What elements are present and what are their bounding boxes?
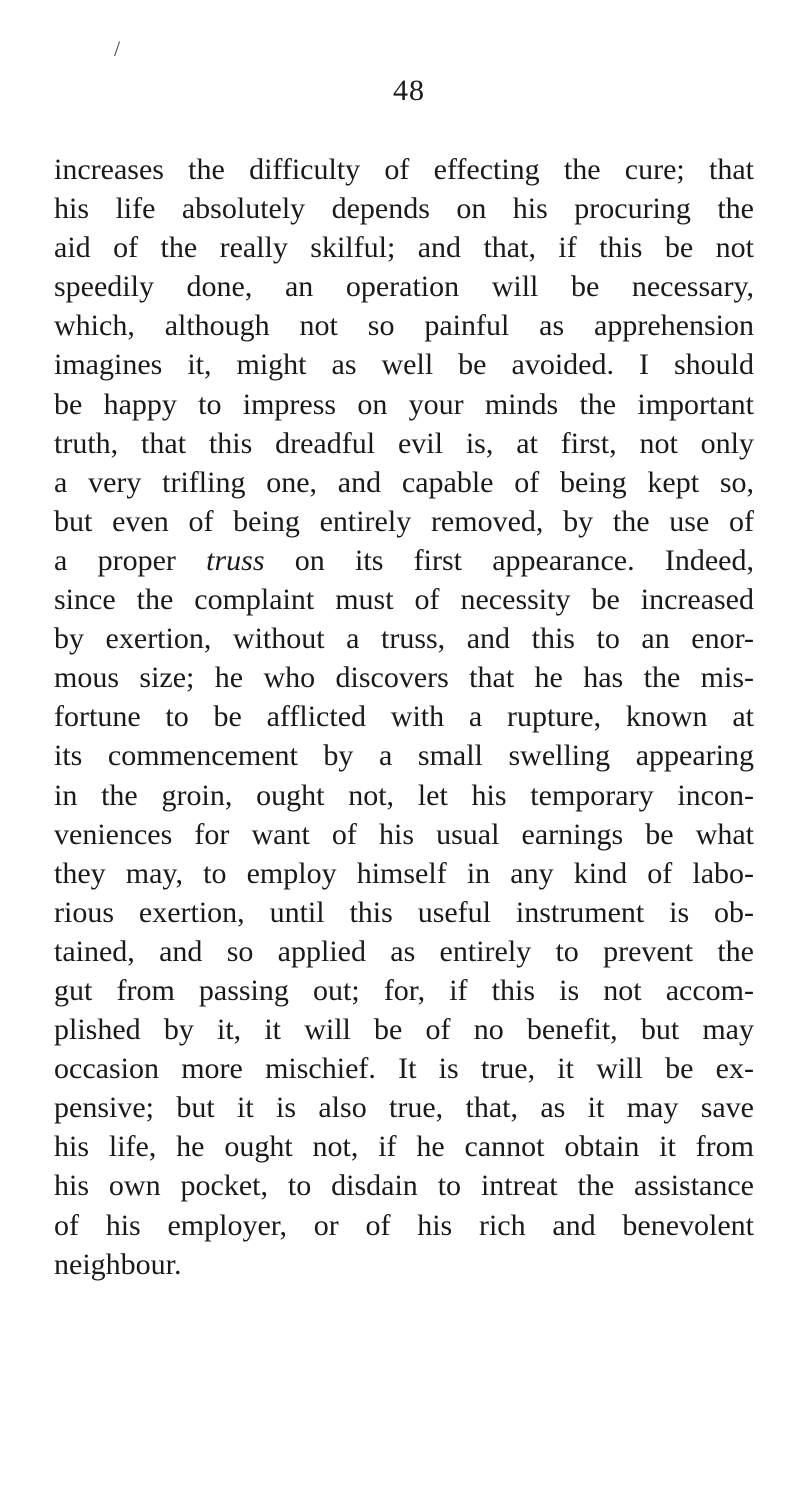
text-line: his life, he ought not, if he cannot obtain it from [54, 1130, 754, 1164]
text-line: by exertion, without a truss, and this to an enor- [54, 622, 754, 656]
text-line: in the groin, ought not, let his temporary incon- [54, 778, 754, 812]
text-line: occasion more mischief. It is true, it will be ex- [54, 1052, 754, 1086]
text-line: plished by it, it will be of no benefit, but may [54, 1013, 754, 1047]
text-line: imagines it, might as well be avoided. I should [54, 348, 754, 382]
stray-mark: / [114, 36, 121, 61]
text-line: gut from passing out; for, if this is not accom- [54, 973, 754, 1007]
text-line: since the complaint must of necessity be increased [54, 583, 754, 617]
body-text [54, 150, 754, 1284]
text-line: truth, that this dreadful evil is, at first, not only [54, 426, 754, 460]
text-line: his life absolutely depends on his procuring the [54, 192, 754, 226]
text-line: which, although not so painful as apprehension [54, 309, 754, 343]
text-line: his own pocket, to disdain to intreat the assistance [54, 1169, 754, 1203]
text-fragment: on its first appearance. Indeed, [264, 543, 754, 577]
text-fragment: a proper [54, 543, 207, 577]
text-line: fortune to be afflicted with a rupture, known at [54, 700, 754, 734]
text-line: rious exertion, until this useful instrument is ob- [54, 895, 754, 929]
text-line: its commencement by a small swelling appearing [54, 739, 754, 773]
text-line: speedily done, an operation will be necessary, [54, 270, 754, 304]
italic-word: truss [206, 543, 265, 577]
text-line: increases the difficulty of effecting the cure; that [54, 153, 754, 186]
text-line: they may, to employ himself in any kind of labo- [54, 856, 754, 890]
text-line: tained, and so applied as entirely to prevent the [54, 934, 754, 968]
text-line-with-italic [54, 541, 754, 580]
text-line: but even of being entirely removed, by the use of [54, 504, 754, 538]
text-line: pensive; but it is also true, that, as it may save [54, 1091, 754, 1125]
text-line: be happy to impress on your minds the important [54, 387, 754, 421]
text-line: aid of the really skilful; and that, if this be not [54, 231, 754, 265]
text-line: of his employer, or of his rich and benevolent [54, 1208, 754, 1242]
text-line: a very trifling one, and capable of being kept so, [54, 465, 754, 499]
text-line-last: neighbour. [54, 1247, 182, 1281]
text-line: veniences for want of his usual earnings be what [54, 817, 754, 851]
text-line: mous size; he who discovers that he has the mis- [54, 661, 754, 695]
page-number: 48 [393, 74, 425, 107]
